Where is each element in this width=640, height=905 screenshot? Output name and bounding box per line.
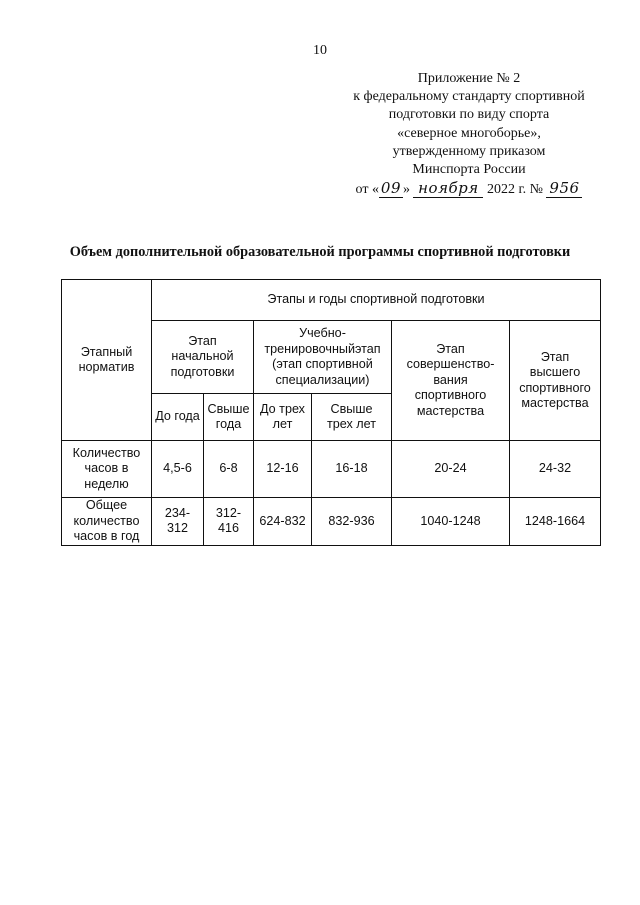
table-cell: 24-32 bbox=[510, 441, 601, 498]
table-header-row bbox=[62, 280, 601, 321]
table-cell: 12-16 bbox=[254, 441, 312, 498]
row-label: Общее количество часов в год bbox=[62, 498, 152, 546]
table-cell: 234-312 bbox=[152, 498, 204, 546]
table-cell: 1248-1664 bbox=[510, 498, 601, 546]
appendix-line: подготовки по виду спорта bbox=[388, 107, 550, 123]
stage-initial-header: Этап начальной подготовки bbox=[152, 321, 254, 394]
date-quote-close: » bbox=[402, 182, 410, 198]
order-date-line bbox=[334, 179, 604, 199]
appendix-line: Минспорта России bbox=[412, 162, 526, 178]
sub-header-cell: До года bbox=[152, 394, 204, 441]
norms-table bbox=[61, 279, 601, 546]
date-prefix: от « bbox=[355, 182, 379, 198]
appendix-line: «северное многоборье», bbox=[397, 125, 541, 141]
stage-training-header: Учебно-тренировочныйэтап (этап спортивной специализации) bbox=[254, 321, 392, 394]
handwritten-month: ноября bbox=[413, 179, 483, 198]
table-cell: 312-416 bbox=[204, 498, 254, 546]
table-cell: 1040-1248 bbox=[392, 498, 510, 546]
document-title: Объем дополнительной образовательной программы спортивной подготовки bbox=[69, 244, 571, 260]
row-label: Количество часов в неделю bbox=[62, 441, 152, 498]
date-year: 2022 г. № bbox=[486, 182, 543, 198]
sub-header-cell: Свыше трех лет bbox=[312, 394, 392, 441]
appendix-block bbox=[334, 70, 604, 199]
table-row bbox=[62, 498, 601, 546]
table-cell: 624-832 bbox=[254, 498, 312, 546]
stage-highest-header: Этап высшего спортивного мастерства bbox=[510, 321, 601, 441]
corner-header-cell: Этапный норматив bbox=[62, 280, 152, 441]
sub-header-cell: До трех лет bbox=[254, 394, 312, 441]
table-cell: 6-8 bbox=[204, 441, 254, 498]
handwritten-order-number: 956 bbox=[546, 179, 582, 198]
appendix-line: утвержденному приказом bbox=[392, 143, 546, 159]
table-cell: 20-24 bbox=[392, 441, 510, 498]
table-row bbox=[62, 441, 601, 498]
sub-header-cell: Свыше года bbox=[204, 394, 254, 441]
group-header-cell: Этапы и годы спортивной подготовки bbox=[152, 280, 601, 321]
appendix-line: к федеральному стандарту спортивной bbox=[353, 89, 585, 105]
handwritten-day: 09 bbox=[380, 179, 401, 198]
stage-improvement-header: Этап совершенство-вания спортивного мастерства bbox=[392, 321, 510, 441]
page-number: 10 bbox=[313, 43, 327, 58]
appendix-line: Приложение № 2 bbox=[417, 71, 521, 86]
table-cell: 832-936 bbox=[312, 498, 392, 546]
table-cell: 4,5-6 bbox=[152, 441, 204, 498]
table-cell: 16-18 bbox=[312, 441, 392, 498]
